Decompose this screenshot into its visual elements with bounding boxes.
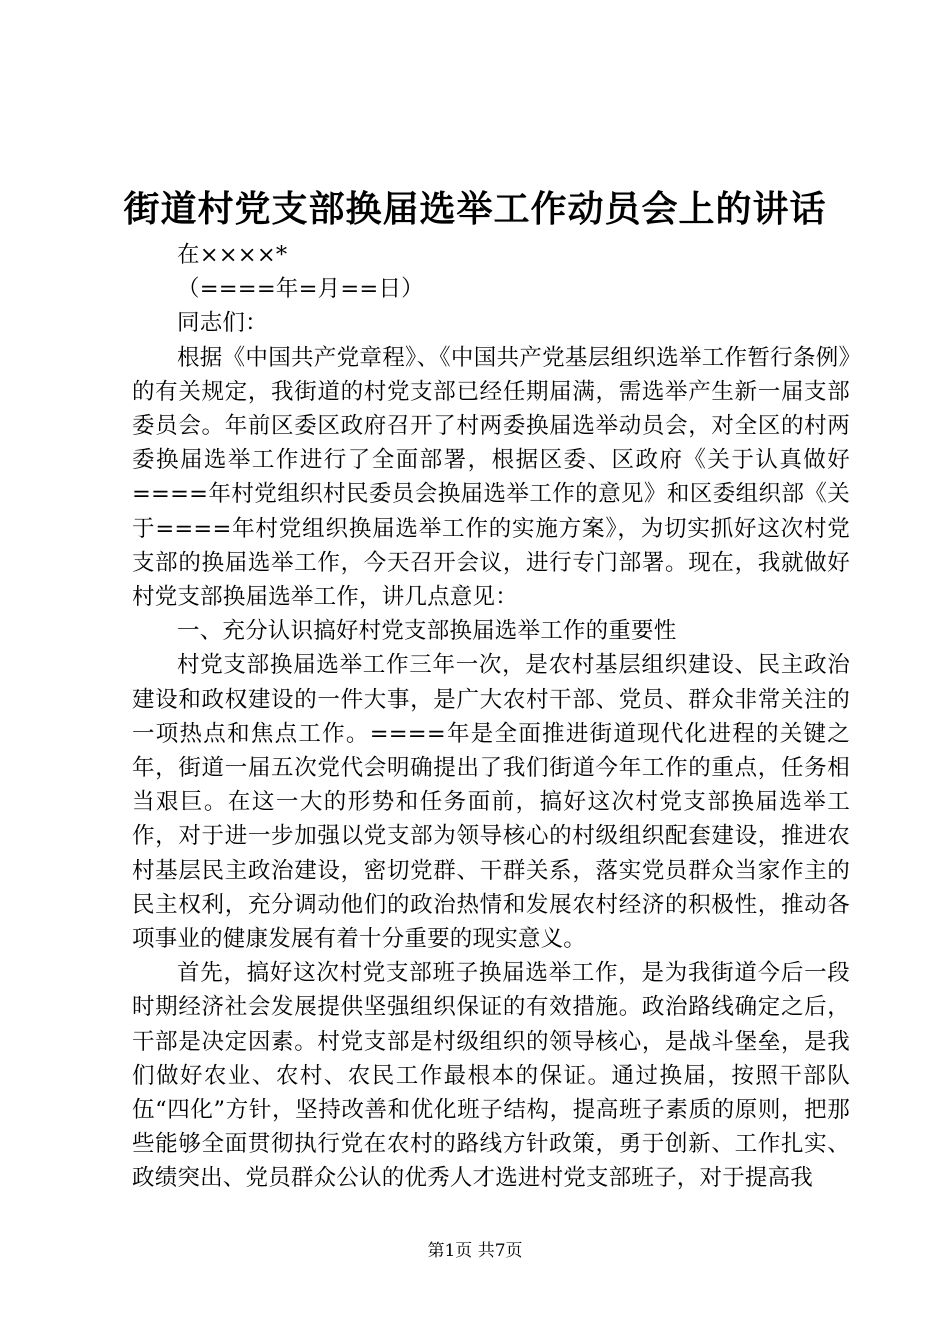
page-title: 街道村党支部换届选举工作动员会上的讲话 xyxy=(123,188,827,230)
paragraph-first: 首先，搞好这次村党支部班子换届选举工作，是为我街道今后一段时期经济社会发展提供坚强组织保证的有效措施。政治路线确定之后，干部是决定因素。村党支部是村级组织的领导核心，是战斗堡垒，是我们做好农业、农村、农民工作最根本的保证。通过换届，按照干部队伍“四化”方针，坚持改善和优化班子结构，提高班子素质的原则，把那些能够全面贯彻执行党在农村的路线方针政策，勇于创新、工作扎实、政绩突出、党员群众公认的优秀人才选进村党支部班子，对于提高我 xyxy=(132,960,850,1192)
page-footer: 第1页 共7页 xyxy=(427,1241,523,1261)
document-body xyxy=(132,238,850,1196)
section-heading-1: 一、充分认识搞好村党支部换届选举工作的重要性 xyxy=(177,618,677,645)
paragraph-intro: 根据《中国共产党章程》、《中国共产党基层组织选举工作暂行条例》的有关规定，我街道的村党支部已经任期届满，需选举产生新一届支部委员会。年前区委区政府召开了村两委换届选举动员会，对全区的村两委换届选举工作进行了全面部署，根据区委、区政府《关于认真做好====年村党组织村民委员会换届选举工作的意见》和区委组织部《关于====年村党组织换届选举工作的实施方案》，为切实抓好这次村党支部的换届选举工作，今天召开会议，进行专门部署。现在，我就做好村党支部换届选举工作，讲几点意见： xyxy=(132,344,850,611)
author-line: 在××××* xyxy=(177,242,288,268)
paragraph-importance: 村党支部换届选举工作三年一次，是农村基层组织建设、民主政治建设和政权建设的一件大事，是广大农村干部、党员、群众非常关注的一项热点和焦点工作。====年是全面推进街道现代化进程的关键之年，街道一届五次党代会明确提出了我们街道今年工作的重点，任务相当艰巨。在这一大的形势和任务面前，搞好这次村党支部换届选举工作，对于进一步加强以党支部为领导核心的村级组织配套建设，推进农村基层民主政治建设，密切党群、干群关系，落实党员群众当家作主的民主权利，充分调动他们的政治热情和发展农村经济的积极性，推动各项事业的健康发展有着十分重要的现实意义。 xyxy=(132,652,850,953)
salutation: 同志们： xyxy=(177,310,268,337)
date-line: （====年=月==日） xyxy=(177,276,424,303)
